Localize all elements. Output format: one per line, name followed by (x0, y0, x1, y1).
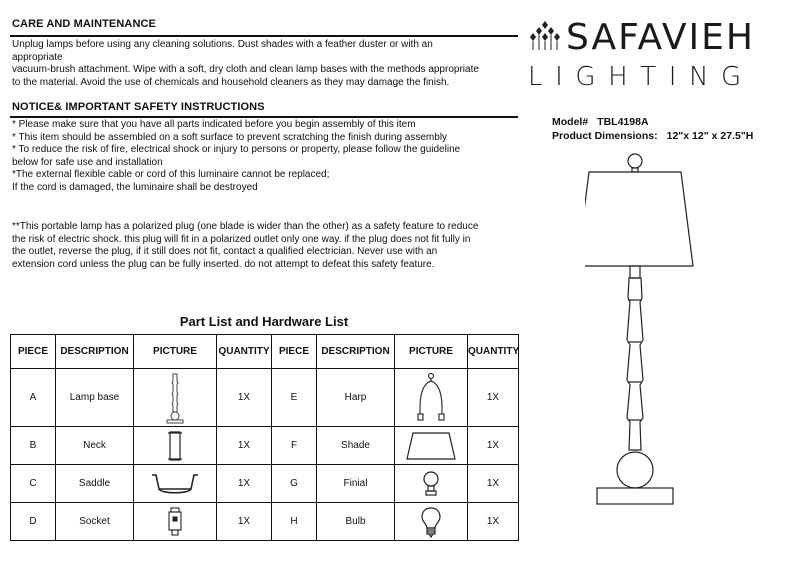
description-cell: Saddle (56, 465, 134, 503)
quantity-cell: 1X (217, 427, 272, 465)
quantity-cell: 1X (468, 369, 519, 427)
care-divider (10, 35, 518, 37)
piece-cell: F (272, 427, 317, 465)
header-piece: PIECE (11, 335, 56, 369)
piece-cell: C (11, 465, 56, 503)
chandelier-logo-icon (527, 21, 563, 51)
parts-table-title: Part List and Hardware List (179, 314, 349, 329)
shade-icon (405, 431, 457, 461)
description-cell: Harp (317, 369, 395, 427)
table-row (11, 503, 519, 541)
header-description: DESCRIPTION (317, 335, 395, 369)
notice-line: * To reduce the risk of fire, electrical shock or injury to persons or property, please follow the guideline (12, 144, 461, 156)
description-cell: Finial (317, 465, 395, 503)
picture-cell (395, 465, 468, 503)
quantity-cell: 1X (468, 427, 519, 465)
harp-icon (416, 372, 446, 424)
header-picture: PICTURE (395, 335, 468, 369)
care-line: vacuum-brush attachment. Wipe with a soft, dry cloth and clean lamp bases with the methods appropriate (12, 64, 479, 76)
description-cell: Bulb (317, 503, 395, 541)
header-quantity: QUANTITY (468, 335, 519, 369)
dimensions-label: Product Dimensions: (552, 130, 658, 142)
notice-line: below for safe use and installation (12, 156, 163, 168)
notice-line: If the cord is damaged, the luminaire shall be destroyed (12, 181, 258, 193)
lamp-illustration (585, 150, 755, 510)
piece-cell: D (11, 503, 56, 541)
table-row (11, 369, 519, 427)
model-value: TBL4198A (597, 116, 649, 128)
picture-cell (134, 465, 217, 503)
header-piece: PIECE (272, 335, 317, 369)
saddle-icon (149, 471, 201, 497)
parts-header-row (11, 335, 519, 369)
dimensions-line (552, 130, 753, 142)
lamp-base-icon (164, 372, 186, 424)
piece-cell: A (11, 369, 56, 427)
bulb-icon (420, 506, 442, 538)
finial-icon (421, 470, 441, 498)
model-line (552, 116, 649, 128)
plug-text (12, 221, 517, 271)
header-quantity: QUANTITY (217, 335, 272, 369)
header-description: DESCRIPTION (56, 335, 134, 369)
parts-table (10, 334, 519, 541)
table-row (11, 427, 519, 465)
header-picture: PICTURE (134, 335, 217, 369)
model-label: Model# (552, 116, 589, 128)
plug-line: **This portable lamp has a polarized plug (one blade is wider than the other) as a safety feature to reduce (12, 221, 479, 232)
description-cell: Lamp base (56, 369, 134, 427)
neck-icon (167, 430, 183, 462)
quantity-cell: 1X (217, 503, 272, 541)
table-row (11, 465, 519, 503)
care-line: to the material. Avoid the use of chemicals and household cleaners as they may damage the finish. (12, 76, 450, 88)
plug-line: the risk of electric shock. this plug will fit in a polarized outlet only one way. if the plug does not fit fully in (12, 233, 471, 245)
piece-cell: H (272, 503, 317, 541)
socket-icon (164, 507, 186, 537)
picture-cell (395, 503, 468, 541)
care-line: appropriate (12, 51, 63, 63)
piece-cell: G (272, 465, 317, 503)
plug-line: the outlet, reverse the plug, if it still does not fit, contact a qualified electrician. Never use with an (12, 246, 438, 258)
notice-text (12, 119, 517, 195)
notice-divider (10, 116, 518, 118)
quantity-cell: 1X (468, 465, 519, 503)
care-title: CARE AND MAINTENANCE (12, 18, 156, 30)
quantity-cell: 1X (468, 503, 519, 541)
picture-cell (395, 427, 468, 465)
care-text (12, 39, 517, 89)
brand-sub: LIGHTING (528, 62, 754, 92)
description-cell: Socket (56, 503, 134, 541)
description-cell: Shade (317, 427, 395, 465)
picture-cell (134, 369, 217, 427)
piece-cell: E (272, 369, 317, 427)
notice-line: *The external flexible cable or cord of this luminaire cannot be replaced; (12, 169, 330, 181)
picture-cell (134, 503, 217, 541)
picture-cell (395, 369, 468, 427)
notice-title: NOTICE& IMPORTANT SAFETY INSTRUCTIONS (12, 101, 265, 113)
notice-line: * Please make sure that you have all parts indicated before you begin assembly of this item (12, 119, 416, 130)
description-cell: Neck (56, 427, 134, 465)
quantity-cell: 1X (217, 465, 272, 503)
brand-name: SAFAVIEH (566, 17, 755, 58)
notice-line: * This item should be assembled on a soft surface to prevent scratching the finish during assembly (12, 131, 448, 143)
dimensions-value: 12"x 12" x 27.5"H (666, 130, 754, 142)
care-line: Unplug lamps before using any cleaning solutions. Dust shades with a feather duster or with an (12, 39, 433, 50)
picture-cell (134, 427, 217, 465)
plug-line: extension cord unless the plug can be fully inserted. do not attempt to defeat this safety feature. (12, 258, 435, 270)
piece-cell: B (11, 427, 56, 465)
quantity-cell: 1X (217, 369, 272, 427)
